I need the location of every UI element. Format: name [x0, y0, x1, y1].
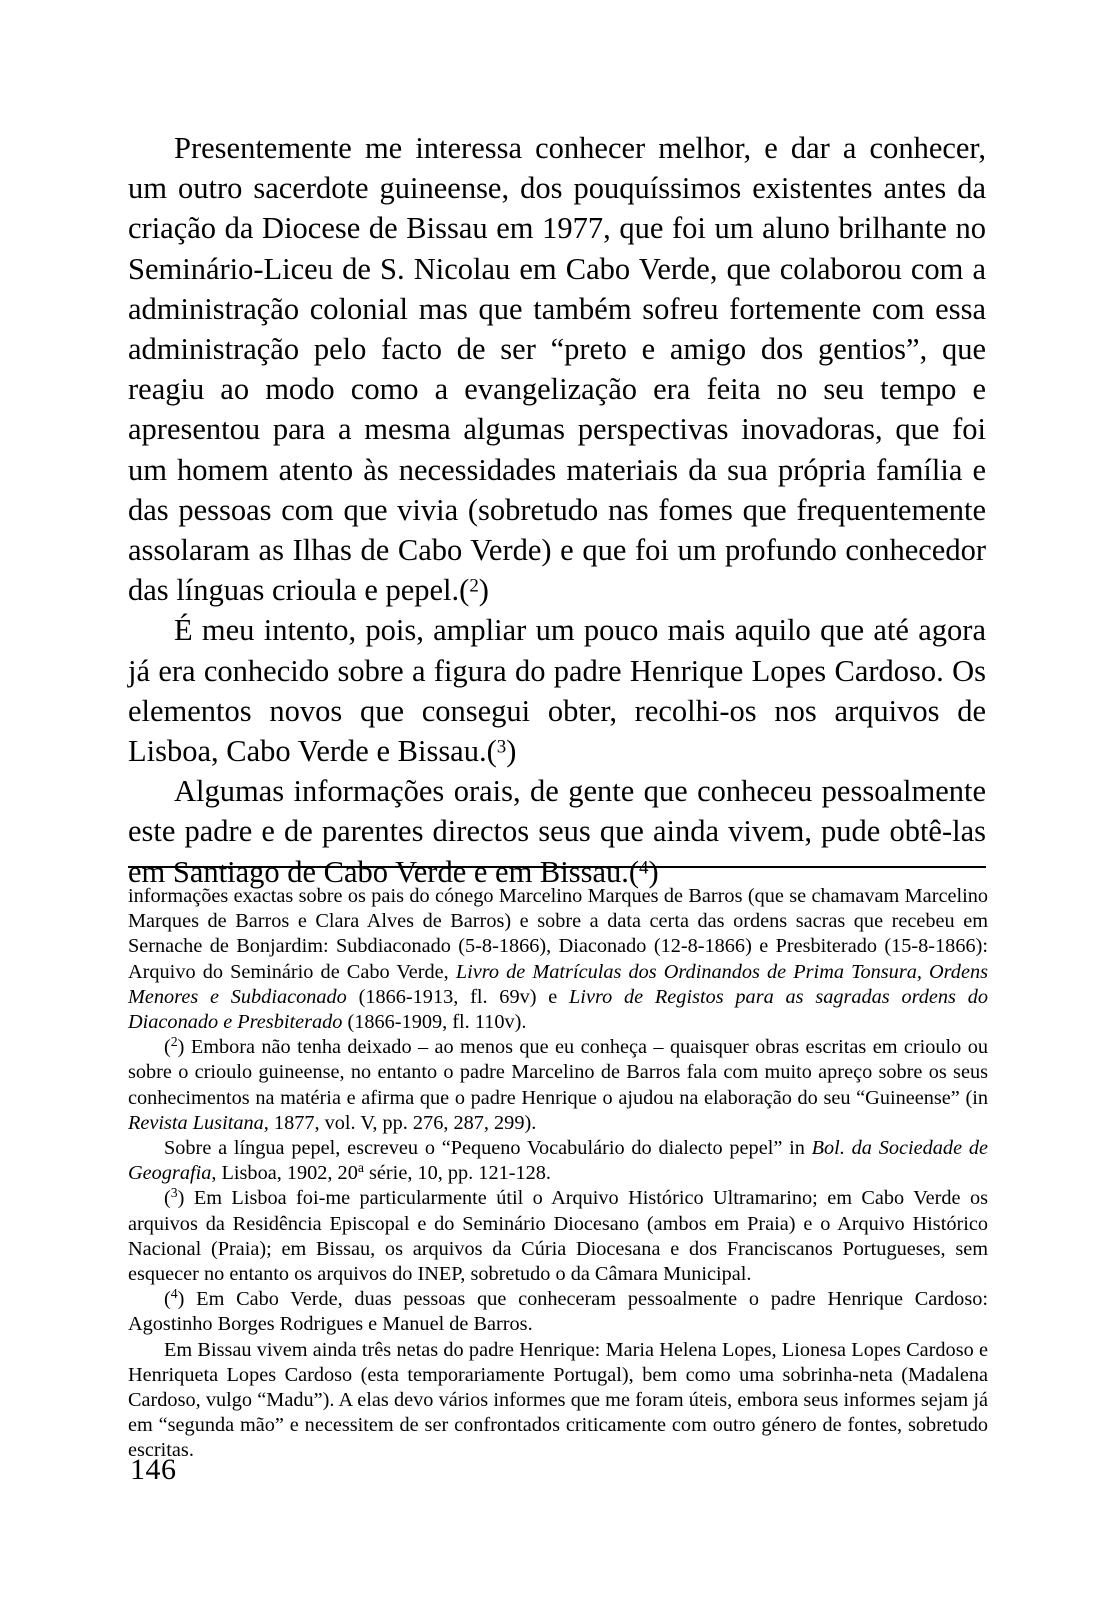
italic-title: Revista Lusitana [128, 1111, 264, 1134]
text-run: Sobre a língua pepel, escreveu o “Pequeno Vocabulário do dialecto pepel” in [164, 1137, 812, 1160]
text-run: ) Em Lisboa foi-me particularmente útil o Arquivo Histórico Ultramarino; em Cabo Verde os arquivos da Residência Episcopal e do Seminário Diocesano (ambos em Praia) e o Arquivo Histórico Nacional (Praia); em Bissau, os arquivos da Cúria Diocesana e dos Franciscanos Portugueses, sem esquecer no entanto os arquivos do INEP, sobretudo o da Câmara Municipal. [128, 1187, 988, 1286]
footnote-paragraph [128, 1035, 988, 1136]
text-run: Presentemente me interessa conhecer melhor, e dar a conhecer, um outro sacerdote guineense, dos pouquíssimos existentes antes da criação da Diocese de Bissau em 1977, que foi um aluno brilhante no Seminário-Liceu de S. Nicolau em Cabo Verde, que colaborou com a administração colonial mas que também sofreu fortemente com essa administração pelo facto de ser “preto e amigo dos gentios”, que reagiu ao modo como a evangelização era feita no seu tempo e apresentou para a mesma algumas perspectivas inovadoras, que foi um homem atento às necessidades materiais da sua própria família e das pessoas com que vivia (sobretudo nas fomes que frequentemente assolaram as Ilhas de Cabo Verde) e que foi um profundo conhecedor das línguas crioula e pepel.( [128, 131, 986, 608]
text-run: ( [164, 1187, 171, 1210]
text-run: , Lisboa, 1902, 20 [211, 1162, 358, 1185]
footnote-marker: 3 [496, 736, 507, 758]
text-run: (1866-1913, fl. 69v) e [346, 985, 570, 1008]
body-text-block [128, 128, 986, 892]
footnote-paragraph [128, 1338, 988, 1464]
text-run: ) [478, 573, 489, 608]
italic-title: Livro de Matrículas dos Ordinandos de Prima Tonsura, Ordens Menores e Subdiaconado [128, 960, 988, 1008]
text-run: ) [648, 854, 659, 889]
footnote-paragraph [128, 1287, 988, 1337]
text-run: ( [164, 1036, 171, 1059]
footnote-block [128, 884, 988, 1464]
footnote-marker: 2 [469, 575, 479, 597]
body-paragraph [128, 610, 986, 771]
page-number: 146 [130, 1453, 177, 1486]
text-run: ) [506, 734, 517, 769]
text-run: ) Em Cabo Verde, duas pessoas que conheceram pessoalmente o padre Henrique Cardoso: Agostinho Borges Rodrigues e Manuel de Barros. [128, 1288, 988, 1336]
footnote-separator-rule [128, 866, 986, 868]
text-run: , 1877, vol. V, pp. 276, 287, 299). [263, 1111, 537, 1134]
text-run: Algumas informações orais, de gente que conheceu pessoalmente este padre e de parentes directos seus que ainda vivem, pude obtê-las em Santiago de Cabo Verde e em Bissau.( [128, 774, 986, 889]
text-run: série, 10, pp. 121-128. [363, 1162, 551, 1185]
body-paragraph [128, 128, 986, 610]
text-run: ) Embora não tenha deixado – ao menos que eu conheça – quaisquer obras escritas em crioulo ou sobre o crioulo guineense, no entanto o padre Marcelino de Barros fala com muito apreço sobre os seus conhecimentos na matéria e afirma que o padre Henrique o ajudou na elaboração do seu “Guineense” (in [128, 1036, 988, 1109]
footnote-marker: 4 [639, 856, 649, 878]
footnote-paragraph [128, 884, 988, 1035]
text-run: É meu intento, pois, ampliar um pouco mais aquilo que até agora já era conhecido sobre a figura do padre Henrique Lopes Cardoso. Os elementos novos que consegui obter, recolhi-os nos arquivos de Lisboa, Cabo Verde e Bissau.( [128, 613, 986, 769]
text-run: Em Bissau vivem ainda três netas do padre Henrique: Maria Helena Lopes, Lionesa Lopes Cardoso e Henriqueta Lopes Cardoso (esta temporariamente Portugal), bem como uma sobrinha-neta (Madalena Cardoso, vulgo “Madu”). A elas devo vários informes que me foram úteis, embora seus informes sejam já em “segunda mão” e necessitem de ser confrontados criticamente com outro género de fontes, sobretudo escritas. [128, 1338, 988, 1462]
footnote-marker: 4 [170, 1286, 178, 1302]
text-run: ( [164, 1288, 171, 1311]
footnote-paragraph [128, 1186, 988, 1287]
text-run: informações exactas sobre os pais do cónego Marcelino Marques de Barros (que se chamavam Marcelino Marques de Barros e Clara Alves de Barros) e sobre a data certa das ordens sacras que recebeu em Sernache de Bonjardim: Subdiaconado (5-8-1866), Diaconado (12-8-1866) e Presbiterado (15-8-1866): Arquivo do Seminário de Cabo Verde, [128, 885, 988, 983]
footnote-marker: 2 [170, 1034, 178, 1050]
footnote-marker: a [357, 1160, 364, 1176]
italic-title: Livro de Registos para as sagradas ordens do Diaconado e Presbiterado [128, 985, 988, 1034]
footnote-marker: 3 [170, 1185, 178, 1201]
text-run: (1866-1909, fl. 110v). [342, 1011, 527, 1034]
footnote-paragraph [128, 1136, 988, 1186]
body-paragraph [128, 771, 986, 892]
italic-title: Bol. da Sociedade de Geografia [128, 1137, 988, 1185]
